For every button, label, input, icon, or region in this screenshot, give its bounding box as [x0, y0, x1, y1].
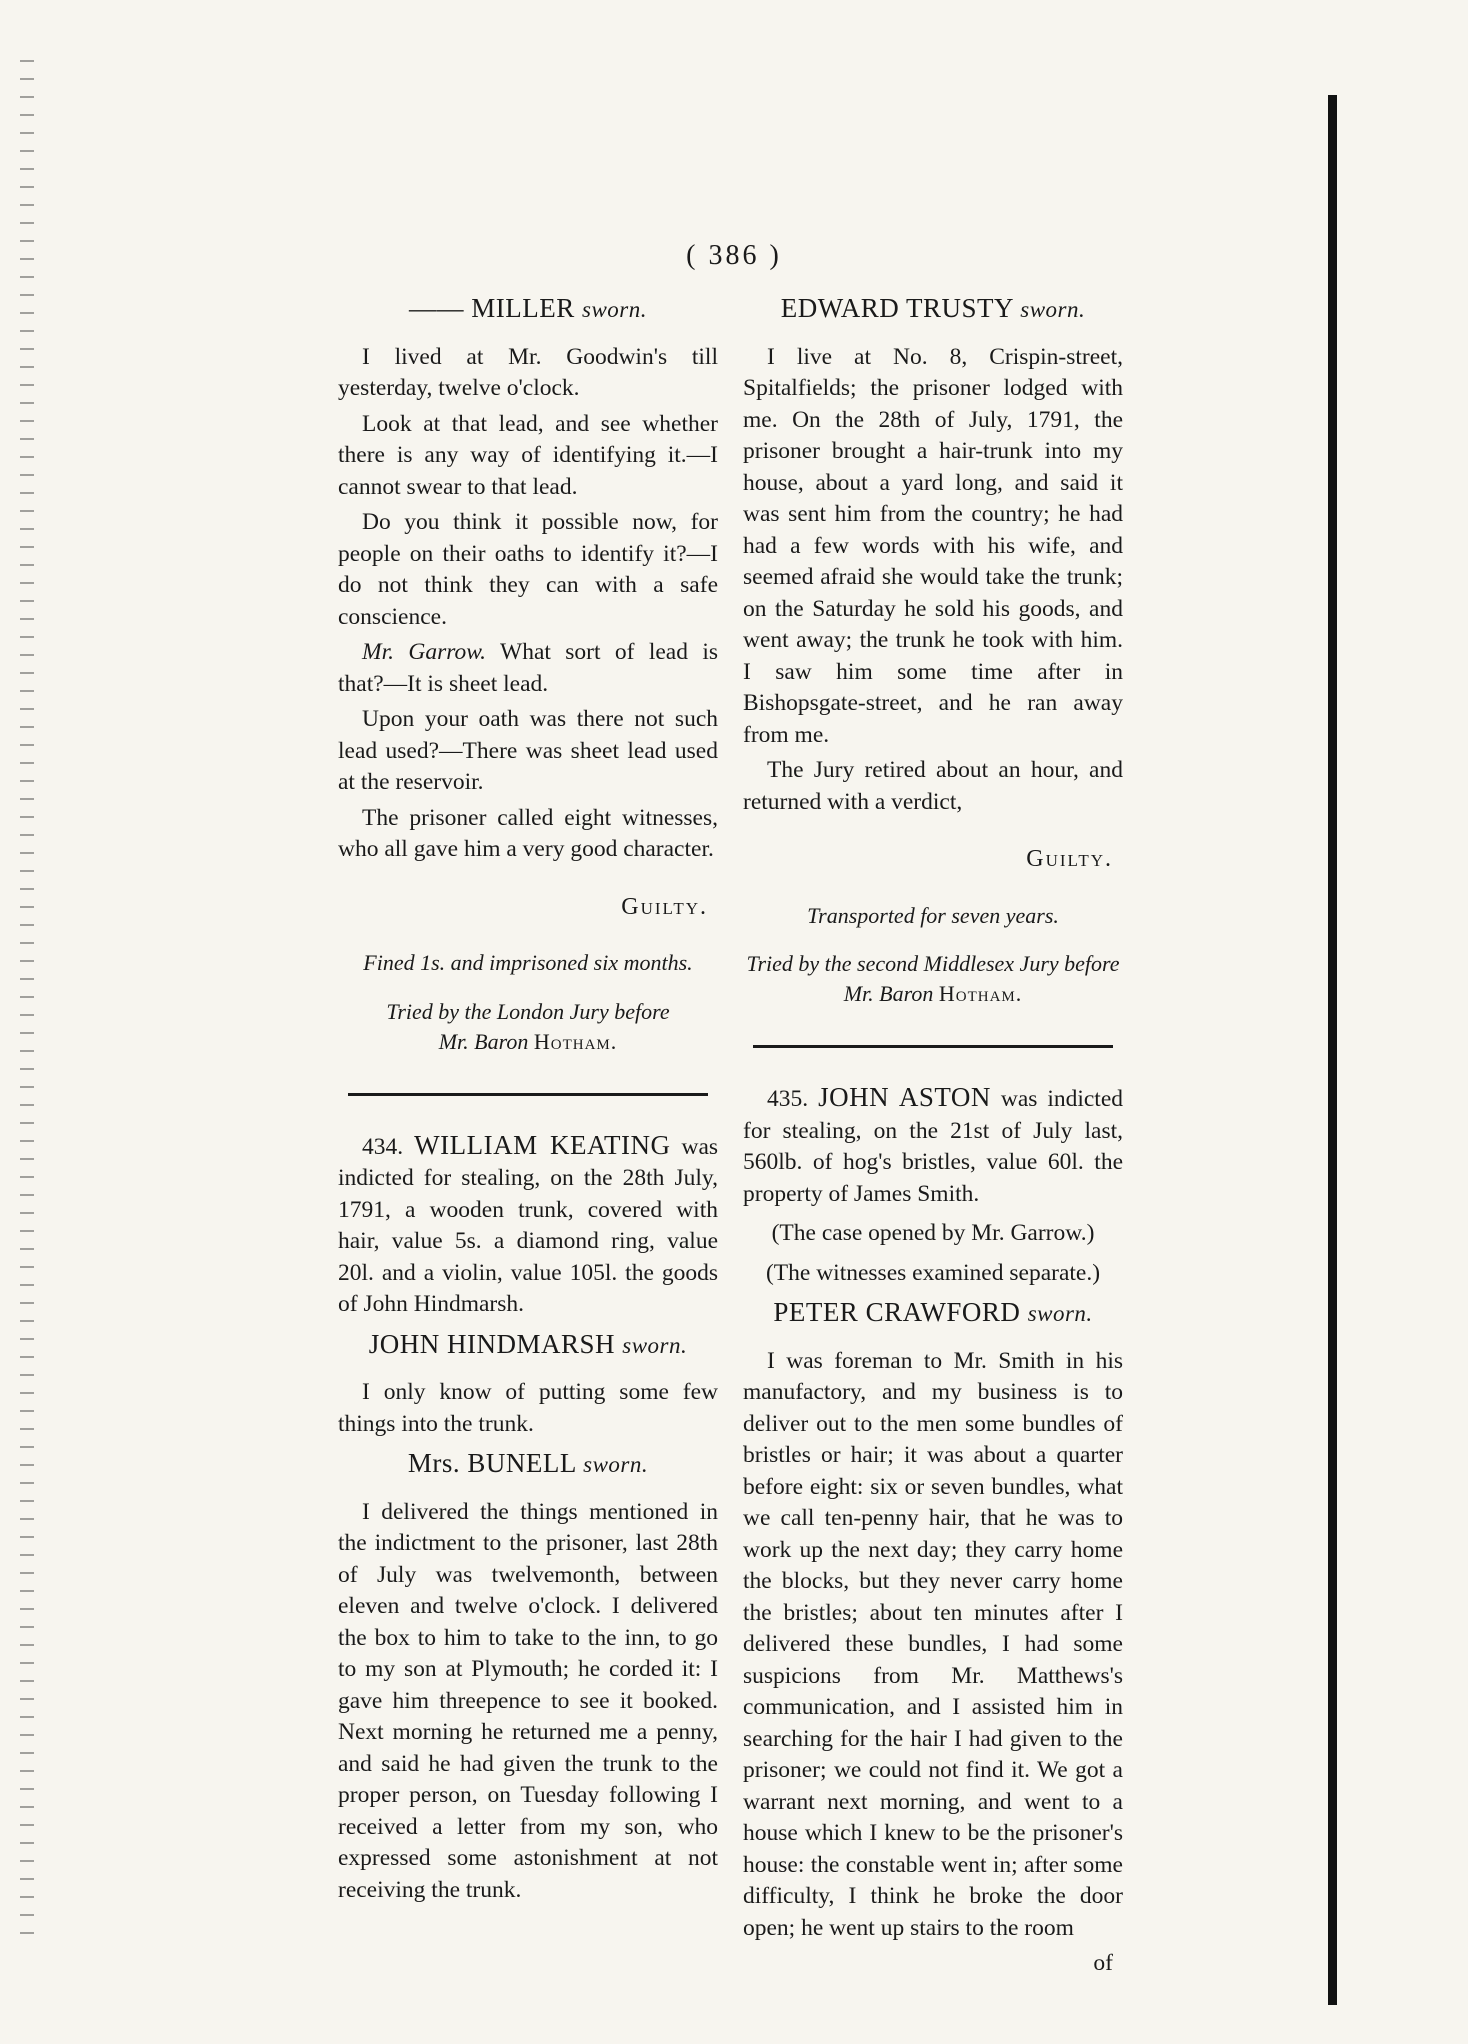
witness-name: —— MILLER: [409, 293, 575, 323]
case-number: 435.: [767, 1086, 809, 1112]
verdict: Guilty.: [621, 893, 708, 920]
testimony-paragraph: [338, 637, 718, 700]
testimony-paragraph: I lived at Mr. Goodwin's till yesterday, twelve o'clock.: [338, 343, 718, 401]
page-number: ( 386 ): [686, 240, 782, 271]
defendant-name: JOHN ASTON: [818, 1082, 991, 1112]
testimony-paragraph: Look at that lead, and see whether there is any way of identifying it.—I cannot swear to that lead.: [338, 410, 718, 500]
testimony-paragraph: I live at No. 8, Crispin-street, Spitalfields; the prisoner lodged with me. On the 28th of July, 1791, the prisoner brought a hair-trunk into my house, about a yard long, and said it was sent him from the country; he had had a few words with his wife, and seemed afraid she would take the trunk; on the Saturday he sold his goods, and went away; the trunk he took with him. I saw him some time after in Bishopsgate-street, and he ran away from me.: [743, 343, 1123, 748]
witness-heading-crawford: [743, 1297, 1123, 1330]
speaker-text: What sort of lead is that?—It is sheet lead.: [338, 639, 719, 697]
case-indictment: [338, 1130, 718, 1321]
sentence: Fined 1s. and imprisoned six months.: [363, 950, 693, 975]
testimony-paragraph: Upon your oath was there not such lead used?—There was sheet lead used at the reservoir.: [338, 706, 718, 795]
witness-heading-bunell: [338, 1448, 718, 1481]
testimony-paragraph: The prisoner called eight witnesses, who all gave him a very good character.: [338, 804, 718, 862]
catchword: of: [1093, 1950, 1113, 1976]
sentence: Transported for seven years.: [807, 902, 1059, 928]
verdict: Guilty.: [1026, 846, 1113, 872]
indictment-text: was indicted for stealing, on the 21st of July last, 560lb. of hog's bristles, value 60l. the property of James Smith.: [743, 1086, 1124, 1207]
witness-name: EDWARD TRUSTY: [780, 293, 1013, 323]
sworn-label: sworn.: [1020, 297, 1086, 322]
witness-heading-miller: [338, 293, 718, 326]
case-note: (The case opened by Mr. Garrow.): [771, 1220, 1095, 1246]
witness-heading-trusty: [743, 293, 1123, 326]
testimony-paragraph: Do you think it possible now, for people on their oaths to identify it?—I do not think they can with a safe conscience.: [338, 509, 718, 630]
tried-line: Tried by the second Middlesex Jury before: [746, 951, 1120, 976]
judge-name: Hotham.: [533, 1028, 618, 1054]
tried-line: Tried by the London Jury before: [386, 998, 670, 1024]
witness-name: JOHN HINDMARSH: [368, 1328, 616, 1359]
case-number: 434.: [362, 1133, 404, 1160]
section-divider: [348, 1093, 708, 1096]
testimony-paragraph: The Jury retired about an hour, and returned with a verdict,: [743, 757, 1123, 815]
indictment-text: was indicted for stealing, on the 28th July, 1791, a wooden trunk, covered with hair, value 5s. a diamond ring, value 20l. and a violin, value 105l. the goods of John Hindmarsh.: [338, 1133, 719, 1317]
judge-name: Hotham.: [938, 981, 1023, 1006]
sworn-label: sworn.: [582, 297, 647, 322]
left-column: [338, 285, 718, 1910]
witness-name: PETER CRAWFORD: [773, 1297, 1021, 1327]
sworn-label: sworn.: [1027, 1301, 1093, 1326]
case-note: (The witnesses examined separate.): [765, 1259, 1101, 1286]
case-indictment: [743, 1082, 1123, 1210]
testimony-paragraph: I was foreman to Mr. Smith in his manufactory, and my business is to deliver out to the men some bundles of bristles or hair; it was about a quarter before eight: six or seven bundles, what we call ten-penny hair, that he was to work up the next day; they carry home the blocks, but they never carry home the bristles; about ten minutes after I delivered these bundles, I had some suspicions from Mr. Matthews's communication, and I assisted him in searching for the hair I had given to the prisoner; we could not find it. We got a warrant next morning, and went to a house which I knew to be the prisoner's house: the constable went in; after some difficulty, I think he broke the door open; he went up stairs to the room: [743, 1347, 1123, 1941]
binding-shadow-bar: [1328, 95, 1337, 2005]
witness-heading-hindmarsh: [338, 1329, 718, 1362]
defendant-name: WILLIAM KEATING: [414, 1129, 671, 1160]
testimony-paragraph: I only know of putting some few things into the trunk.: [338, 1379, 718, 1437]
testimony-paragraph: I delivered the things mentioned in the indictment to the prisoner, last 28th of July was twelvemonth, between eleven and twelve o'clock. I delivered the box to him to take to the inn, to go to my son at Plymouth; he corded it: I gave him threepence to see it booked. Next morning he returned me a penny, and said he had given the trunk to the proper person, on Tuesday following I received a letter from my son, who expressed some astonishment at not receiving the trunk.: [338, 1498, 718, 1903]
tried-before: [743, 949, 1123, 1009]
right-column: [743, 285, 1123, 1980]
scan-edge-specks: [20, 60, 34, 1940]
sworn-label: sworn.: [583, 1452, 649, 1477]
tried-before: [338, 997, 718, 1057]
section-divider: [753, 1045, 1113, 1048]
sworn-label: sworn.: [622, 1332, 688, 1358]
tried-judge-title: Mr. Baron: [843, 981, 934, 1006]
speaker-name: Mr. Garrow.: [362, 639, 487, 665]
witness-name: Mrs. BUNELL: [407, 1448, 576, 1478]
tried-judge-title: Mr. Baron: [438, 1028, 529, 1054]
